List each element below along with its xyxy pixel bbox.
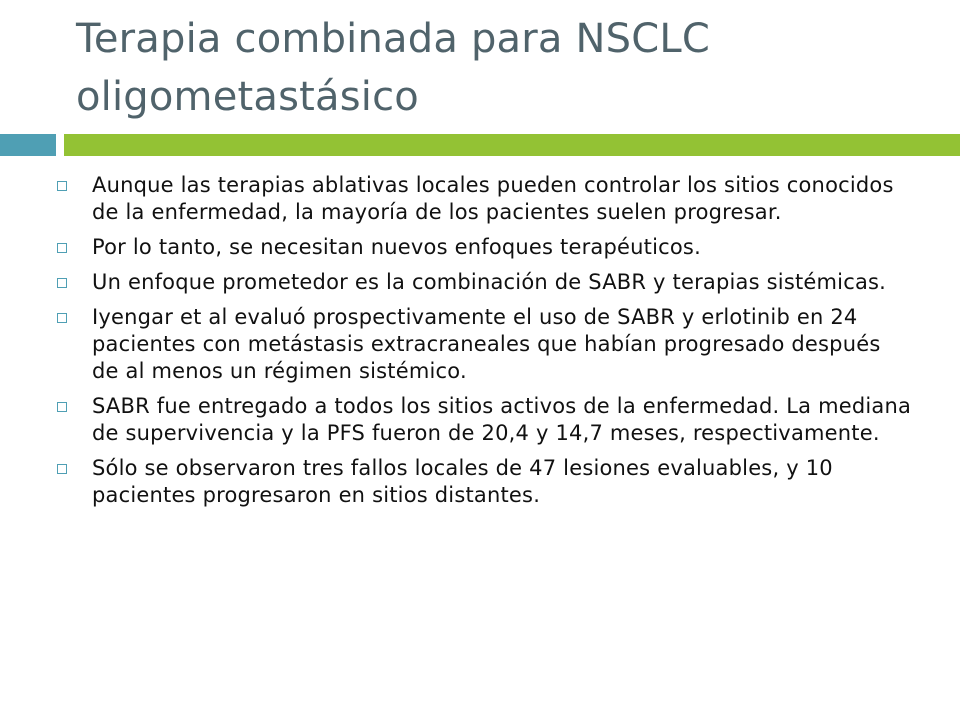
hollow-square-icon xyxy=(57,402,67,412)
slide-title: Terapia combinada para NSCLC oligometastásico xyxy=(76,16,710,120)
bullet-text: Por lo tanto, se necesitan nuevos enfoques terapéuticos. xyxy=(92,235,701,259)
bullet-text: SABR fue entregado a todos los sitios activos de la enfermedad. La mediana de supervivencia y la PFS fueron de 20,4 y 14,7 meses, respectivamente. xyxy=(92,394,912,445)
title-divider-green xyxy=(64,134,960,156)
hollow-square-icon xyxy=(57,464,67,474)
hollow-square-icon xyxy=(57,243,67,253)
hollow-square-icon xyxy=(57,278,67,288)
bullet-item xyxy=(52,304,912,385)
bullet-item xyxy=(52,455,912,509)
bullet-item xyxy=(52,172,912,226)
bullet-text: Un enfoque prometedor es la combinación de SABR y terapias sistémicas. xyxy=(92,270,887,294)
bullet-item xyxy=(52,269,912,296)
title-divider-blue xyxy=(0,134,56,156)
bullet-list xyxy=(52,172,912,517)
bullet-text: Iyengar et al evaluó prospectivamente el uso de SABR y erlotinib en 24 pacientes con metástasis extracraneales que habían progresado después de al menos un régimen sistémico. xyxy=(92,305,881,383)
bullet-item xyxy=(52,393,912,447)
hollow-square-icon xyxy=(57,313,67,323)
bullet-text: Aunque las terapias ablativas locales pueden controlar los sitios conocidos de la enfermedad, la mayoría de los pacientes suelen progresar. xyxy=(92,173,894,224)
bullet-item xyxy=(52,234,912,261)
hollow-square-icon xyxy=(57,181,67,191)
bullet-text: Sólo se observaron tres fallos locales de 47 lesiones evaluables, y 10 pacientes progresaron en sitios distantes. xyxy=(92,456,833,507)
